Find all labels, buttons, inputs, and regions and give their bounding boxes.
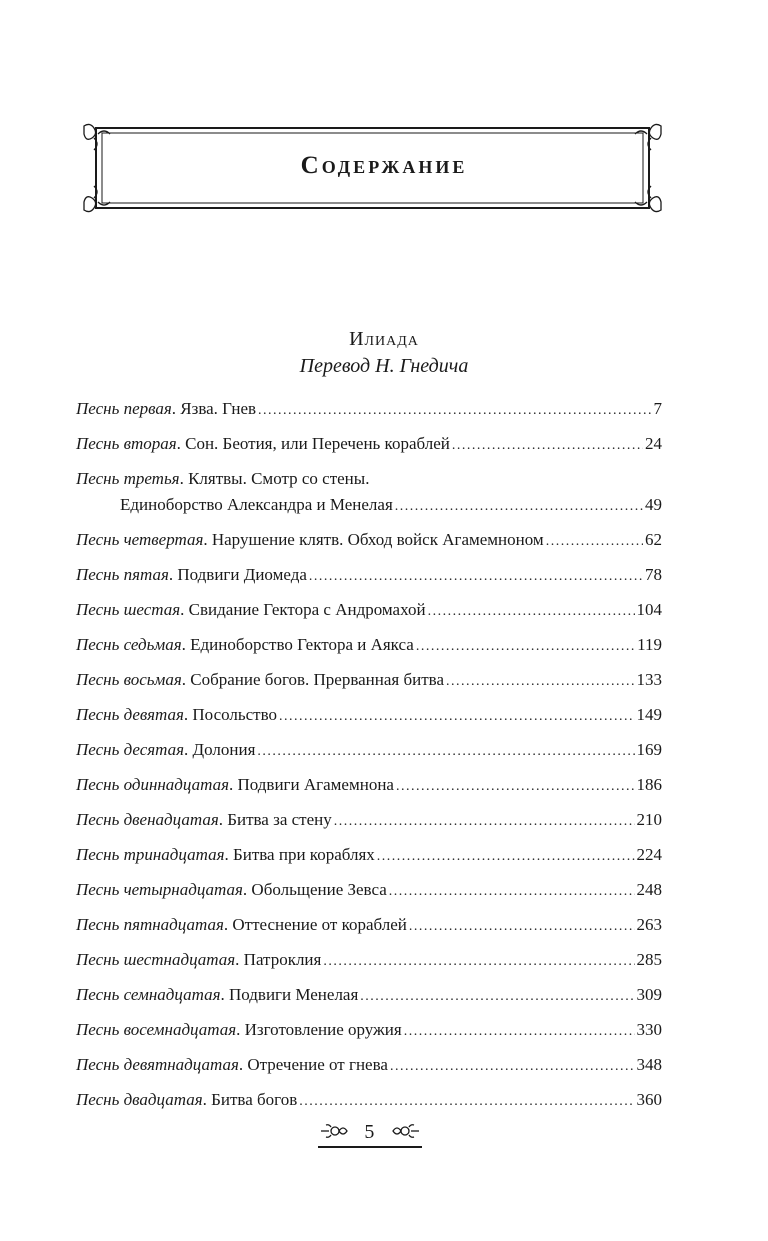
toc-entry[interactable]: Песнь вторая. Сон. Беотия, или Перечень кораблей . . . 24 [76,433,662,455]
toc-entry[interactable]: Песнь десятая. Долония . . . 169 [76,739,662,761]
song-label: Песнь восемнадцатая [76,1020,237,1039]
page-number: 263 [636,915,662,934]
page-number: 104 [636,600,662,619]
song-label: Песнь десятая [76,740,185,759]
dot-leader [390,1054,635,1078]
book-title: Илиада [349,328,419,350]
song-label: Песнь одиннадцатая [76,775,229,794]
page-number: 133 [636,670,662,689]
toc-entry[interactable]: Песнь седьмая. Единоборство Гектора и Аякса . . . 119 [76,634,662,656]
page-number: 7 [653,399,662,418]
page-number: 330 [636,1020,662,1039]
dot-leader [334,809,635,833]
dot-leader [309,564,643,588]
song-title: Подвиги Агамемнона [237,775,394,794]
dot-leader [360,984,634,1008]
song-label: Песнь шестнадцатая [76,950,236,969]
page-number: 309 [636,985,662,1004]
song-title: Посольство [192,705,278,724]
book-subtitle: Перевод Н. Гнедича [299,355,469,377]
toc-entry[interactable]: Песнь пятая. Подвиги Диомеда . . . 78 [76,564,662,586]
toc-entry[interactable]: Песнь семнадцатая. Подвиги Менелая . . . 309 [76,984,662,1006]
table-of-contents [76,398,662,1111]
song-label: Песнь вторая [76,434,177,453]
page-number-footer: 5 [364,1121,375,1143]
page-number: 248 [636,880,662,899]
footer-rule [318,1146,422,1148]
song-title: Сон. Беотия, или Перечень кораблей [185,434,450,453]
song-label: Песнь первая [76,399,172,418]
page-number: 49 [645,495,662,514]
dot-leader [546,529,643,553]
dot-leader [409,914,635,938]
toc-entry[interactable]: Песнь шестнадцатая. Патроклия . . . 285 [76,949,662,971]
song-title: Битва при кораблях [232,845,375,864]
song-title: Свидание Гектора с Андромахой [188,600,426,619]
toc-entry[interactable]: Песнь четырнадцатая. Обольщение Зевса . . . 248 [76,879,662,901]
dot-leader [279,704,634,728]
page-number: 149 [636,705,662,724]
page-number: 62 [645,530,662,549]
dot-leader [258,398,651,422]
page-number: 78 [645,565,662,584]
dot-leader [428,599,635,623]
song-title: Долония [192,740,256,759]
toc-entry[interactable]: Песнь первая. Язва. Гнев . . . 7 [76,398,662,420]
page-number: 360 [636,1090,662,1109]
song-title-continued: Единоборство Александра и Менелая [120,495,393,514]
song-label: Песнь шестая [76,600,181,619]
dot-leader [323,949,634,973]
toc-entry-continuation[interactable] [76,494,662,516]
toc-entry[interactable]: Песнь третья. Клятвы. Смотр со стены. [76,469,370,488]
page-number: 224 [636,845,662,864]
song-title: Собрание богов. Прерванная битва [190,670,445,689]
toc-entry[interactable]: Песнь тринадцатая. Битва при кораблях . . . 224 [76,844,662,866]
song-label: Песнь семнадцатая [76,985,221,1004]
page-number: 119 [637,635,662,654]
song-label: Песнь седьмая [76,635,182,654]
dot-leader [389,879,635,903]
song-label: Песнь тринадцатая [76,845,225,864]
dot-leader [377,844,635,868]
dot-leader [452,433,643,457]
song-label: Песнь восьмая [76,670,182,689]
song-title: Битва богов [211,1090,298,1109]
toc-entry[interactable]: Песнь двенадцатая. Битва за стену . . . 210 [76,809,662,831]
song-title: Подвиги Диомеда [177,565,307,584]
song-label: Песнь четырнадцатая [76,880,243,899]
song-title: Изготовление оружия [244,1020,402,1039]
song-title: Обольщение Зевса [251,880,387,899]
dot-leader [404,1019,635,1043]
toc-entry[interactable]: Песнь восьмая. Собрание богов. Прерванная битва . . . 133 [76,669,662,691]
song-label: Песнь девятнадцатая [76,1055,239,1074]
left-flourish-icon [319,1127,353,1143]
page-number: 24 [645,434,662,453]
song-label: Песнь девятая [76,705,184,724]
dot-leader [395,494,643,518]
song-label: Песнь двенадцатая [76,810,219,829]
page-footer [318,1121,422,1144]
song-label: Песнь четвертая [76,530,204,549]
song-title: Язва. Гнев [180,399,257,418]
page-number: 186 [636,775,662,794]
song-title: Клятвы. Смотр со стены. [188,469,370,488]
song-label: Песнь пятая [76,565,169,584]
song-label: Песнь пятнадцатая [76,915,224,934]
right-flourish-icon [391,1127,421,1143]
toc-entry[interactable]: Песнь восемнадцатая. Изготовление оружия . . . 330 [76,1019,662,1041]
song-title: Оттеснение от кораблей [232,915,407,934]
song-title: Битва за стену [227,810,332,829]
toc-entry[interactable]: Песнь четвертая. Нарушение клятв. Обход войск Агамемноном . . . 62 [76,529,662,551]
toc-entry[interactable]: Песнь шестая. Свидание Гектора с Андромахой . . . 104 [76,599,662,621]
toc-entry[interactable]: Песнь пятнадцатая. Оттеснение от кораблей . . . 263 [76,914,662,936]
dot-leader [416,634,635,658]
dot-leader [299,1089,634,1113]
page-number: 285 [636,950,662,969]
toc-entry[interactable]: Песнь двадцатая. Битва богов . . . 360 [76,1089,662,1111]
song-title: Патроклия [243,950,322,969]
song-title: Подвиги Менелая [228,985,359,1004]
toc-entry[interactable]: Песнь одиннадцатая. Подвиги Агамемнона . . . 186 [76,774,662,796]
song-title: Нарушение клятв. Обход войск Агамемноном [211,530,544,549]
toc-entry[interactable]: Песнь девятнадцатая. Отречение от гнева . . . 348 [76,1054,662,1076]
page-number: 169 [636,740,662,759]
page-number: 210 [636,810,662,829]
song-label: Песнь двадцатая [76,1090,203,1109]
page-title: Содержание [300,152,468,179]
dot-leader [257,739,634,763]
song-label: Песнь третья [76,469,180,488]
toc-entry[interactable]: Песнь девятая. Посольство . . . 149 [76,704,662,726]
song-title: Единоборство Гектора и Аякса [190,635,414,654]
song-title: Отречение от гнева [247,1055,388,1074]
dot-leader [396,774,635,798]
dot-leader [446,669,634,693]
page-number: 348 [636,1055,662,1074]
